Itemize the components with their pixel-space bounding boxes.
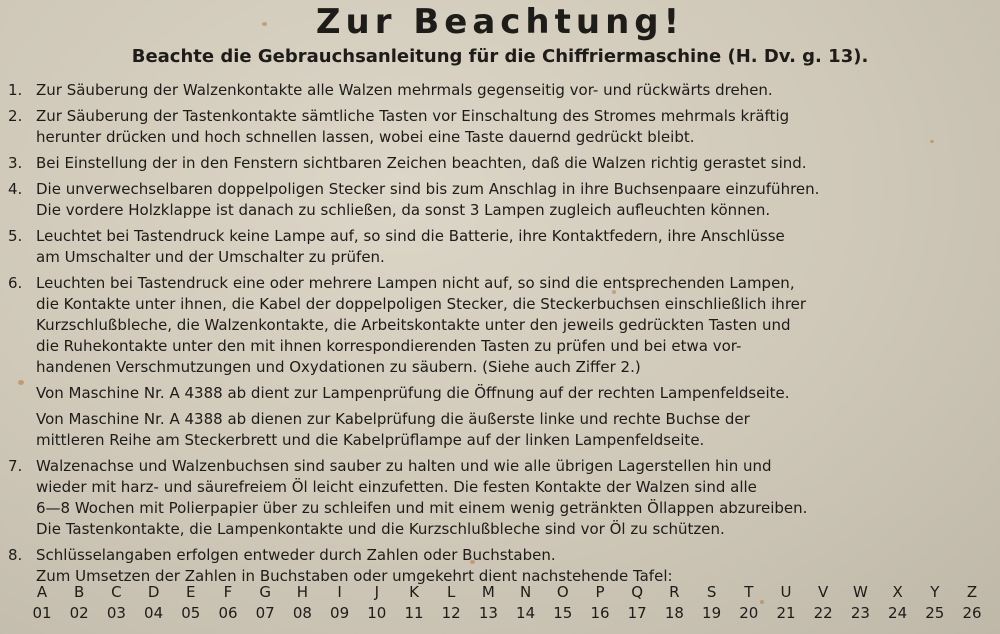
table-number: 15 [553, 604, 573, 622]
table-letter: Y [930, 583, 940, 601]
table-number: 02 [69, 604, 89, 622]
item-number: 8. [8, 546, 23, 564]
table-number: 10 [367, 604, 387, 622]
item-text-line: Die vordere Holzklappe ist danach zu schließen, da sonst 3 Lampen zugleich aufleuchten können. [36, 201, 771, 219]
item-text-line: 6—8 Wochen mit Polierpapier über zu schleifen und mit einem wenig getränkten Öllappen abzureiben. [36, 499, 808, 517]
item-number: 3. [8, 154, 23, 172]
instruction-item [0, 383, 1000, 404]
table-cell [396, 582, 432, 624]
table-letter: L [447, 583, 456, 601]
table-cell [917, 582, 953, 624]
item-text-line: Leuchtet bei Tastendruck keine Lampe auf, so sind die Batterie, ihre Kontaktfedern, ihre Anschlüsse [36, 227, 785, 245]
item-text-line: Von Maschine Nr. A 4388 ab dient zur Lampenprüfung die Öffnung auf der rechten Lampenfeldseite. [36, 384, 790, 402]
instruction-list [0, 80, 1000, 587]
item-text-line: Schlüsselangaben erfolgen entweder durch Zahlen oder Buchstaben. [36, 546, 556, 564]
table-number: 08 [292, 604, 312, 622]
item-text-line: Zur Säuberung der Tastenkontakte sämtliche Tasten vor Einschaltung des Stromes mehrmals kräftig [36, 107, 790, 125]
table-cell [322, 582, 358, 624]
plate-title: Zur Beachtung! [315, 2, 685, 42]
item-text-line: Von Maschine Nr. A 4388 ab dienen zur Kabelprüfung die äußerste linke und rechte Buchse der [36, 410, 750, 428]
item-text-line: wieder mit harz- und säurefreiem Öl leicht einzufetten. Die festen Kontakte der Walzen sind alle [36, 478, 757, 496]
item-number: 4. [8, 180, 23, 198]
table-number: 17 [627, 604, 647, 622]
table-letter: C [111, 583, 122, 601]
table-number: 26 [962, 604, 982, 622]
table-cell [24, 582, 60, 624]
table-letter: H [296, 583, 309, 601]
table-letter: T [744, 583, 754, 601]
table-number: 07 [255, 604, 275, 622]
item-text-line: Bei Einstellung der in den Fenstern sichtbaren Zeichen beachten, daß die Walzen richtig gerastet sind. [36, 154, 807, 172]
table-number: 06 [218, 604, 238, 622]
instruction-item [0, 153, 1000, 174]
table-number: 04 [144, 604, 164, 622]
table-number: 03 [106, 604, 126, 622]
table-letter: M [481, 583, 495, 601]
table-letter: E [186, 583, 196, 601]
table-letter: X [892, 583, 903, 601]
table-letter: S [706, 583, 717, 601]
table-letter: V [818, 583, 829, 601]
item-text-line: Leuchten bei Tastendruck eine oder mehrere Lampen nicht auf, so sind die entsprechenden Lampen, [36, 274, 795, 292]
item-text-line: Die Tastenkontakte, die Lampenkontakte und die Kurzschlußbleche sind vor Öl zu schützen. [36, 520, 725, 538]
table-letter: K [409, 583, 419, 601]
table-cell [805, 582, 841, 624]
table-cell [768, 582, 804, 624]
table-cell [210, 582, 246, 624]
instruction-item [0, 106, 1000, 148]
table-cell [470, 582, 506, 624]
table-letter: F [223, 583, 233, 601]
item-text-line: mittleren Reihe am Steckerbrett und die Kabelprüflampe auf der linken Lampenfeldseite. [36, 431, 705, 449]
item-text-line: Walzenachse und Walzenbuchsen sind sauber zu halten und wie alle übrigen Lagerstellen hin und [36, 457, 772, 475]
table-cell [433, 582, 469, 624]
item-text-line: die Ruhekontakte unter den mit ihnen korrespondierenden Tasten zu prüfen und bei etwa vor- [36, 337, 742, 355]
table-cell [731, 582, 767, 624]
table-number: 18 [664, 604, 684, 622]
table-number: 19 [702, 604, 722, 622]
table-cell [359, 582, 395, 624]
table-cell [545, 582, 581, 624]
table-number: 13 [478, 604, 498, 622]
table-number: 14 [516, 604, 536, 622]
item-text-line: die Kontakte unter ihnen, die Kabel der doppelpoligen Stecker, die Steckerbuchsen einschließlich ihrer [36, 295, 807, 313]
plate-subtitle: Beachte die Gebrauchsanleitung für die Chiffriermaschine (H. Dv. g. 13). [131, 46, 869, 67]
table-cell [136, 582, 172, 624]
item-text-line: handenen Verschmutzungen und Oxydationen zu säubern. (Siehe auch Ziffer 2.) [36, 358, 641, 376]
table-letter: O [556, 583, 569, 601]
item-text-line: Zum Umsetzen der Zahlen in Buchstaben oder umgekehrt dient nachstehende Tafel: [36, 567, 673, 585]
item-text-line: Kurzschlußbleche, die Walzenkontakte, die Arbeitskontakte unter den jeweils gedrückten Tasten und [36, 316, 791, 334]
table-number: 22 [813, 604, 833, 622]
item-number: 7. [8, 457, 23, 475]
table-number: 25 [925, 604, 945, 622]
table-cell [582, 582, 618, 624]
table-cell [656, 582, 692, 624]
table-cell [508, 582, 544, 624]
item-text-line: Zur Säuberung der Walzenkontakte alle Walzen mehrmals gegenseitig vor- und rückwärts drehen. [36, 81, 773, 99]
table-letter: U [780, 583, 792, 601]
table-number: 01 [32, 604, 52, 622]
item-number: 1. [8, 81, 23, 99]
item-text-line: am Umschalter und der Umschalter zu prüfen. [36, 248, 385, 266]
table-letter: W [852, 583, 868, 601]
item-number: 5. [8, 227, 23, 245]
instruction-item [0, 80, 1000, 101]
table-letter: D [147, 583, 160, 601]
table-number: 23 [850, 604, 870, 622]
instruction-item [0, 273, 1000, 378]
table-letter: Q [631, 583, 644, 601]
table-cell [619, 582, 655, 624]
table-cell [61, 582, 97, 624]
table-number: 24 [888, 604, 908, 622]
table-letter: P [595, 583, 605, 601]
table-cell [880, 582, 916, 624]
table-cell [842, 582, 878, 624]
table-cell [954, 582, 990, 624]
table-cell [173, 582, 209, 624]
instruction-item [0, 409, 1000, 451]
table-letter: R [669, 583, 680, 601]
table-cell [247, 582, 283, 624]
table-number: 09 [330, 604, 350, 622]
table-letter: J [374, 583, 380, 601]
letter-number-table [0, 582, 1000, 634]
table-number: 12 [441, 604, 461, 622]
table-letter: B [74, 583, 85, 601]
instruction-item [0, 226, 1000, 268]
table-number: 05 [181, 604, 201, 622]
table-letter: I [337, 583, 342, 601]
table-number: 11 [404, 604, 424, 622]
item-text-line: Die unverwechselbaren doppelpoligen Stecker sind bis zum Anschlag in ihre Buchsenpaare einzuführen. [36, 180, 820, 198]
item-text-line: herunter drücken und hoch schnellen lassen, wobei eine Taste dauernd gedrückt bleibt. [36, 128, 695, 146]
table-letter: A [36, 583, 48, 601]
table-letter: Z [966, 583, 978, 601]
instruction-item [0, 545, 1000, 587]
table-letter: G [259, 583, 271, 601]
instruction-item [0, 179, 1000, 221]
instruction-item [0, 456, 1000, 540]
item-number: 6. [8, 274, 23, 292]
item-number: 2. [8, 107, 23, 125]
table-number: 20 [739, 604, 759, 622]
table-letter: N [519, 583, 532, 601]
table-cell [284, 582, 320, 624]
table-number: 21 [776, 604, 796, 622]
table-cell [98, 582, 134, 624]
table-cell [694, 582, 730, 624]
table-number: 16 [590, 604, 610, 622]
